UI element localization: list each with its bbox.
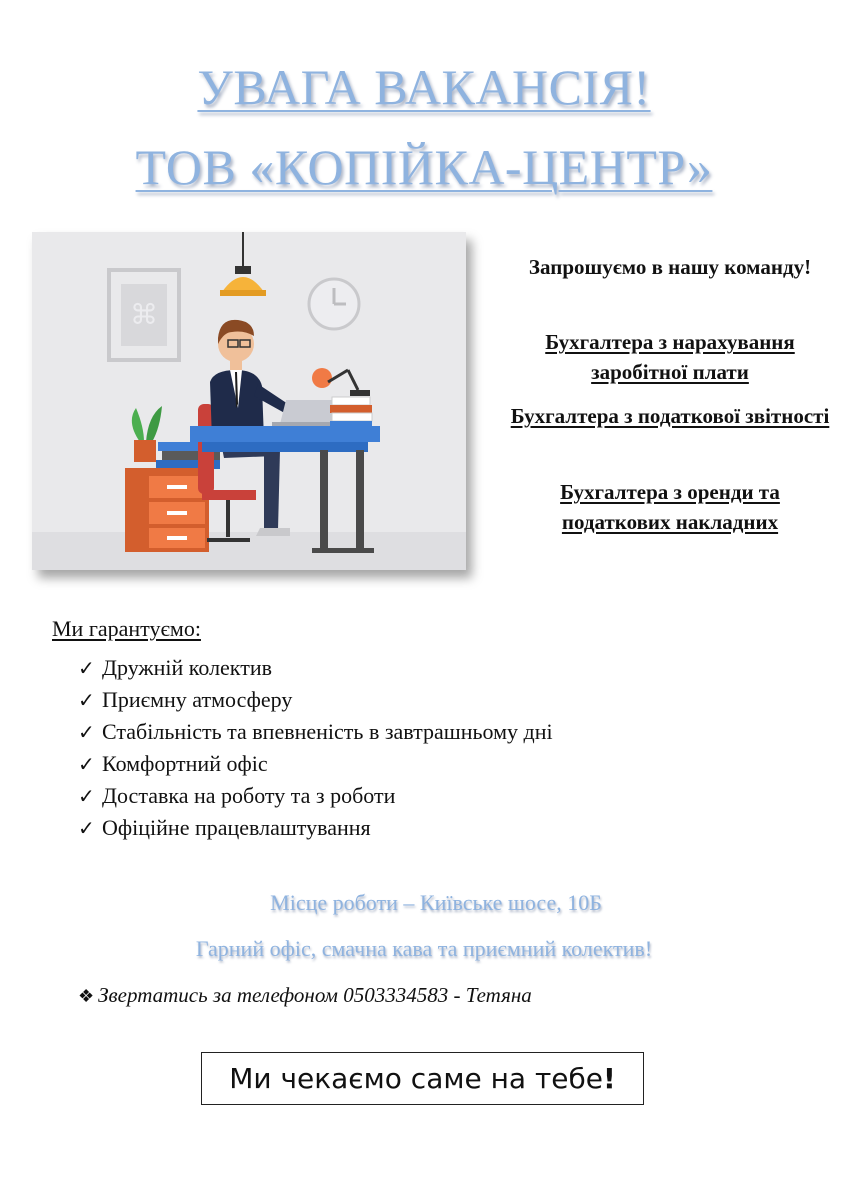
checkmark-icon: ✓ xyxy=(78,658,95,680)
guarantee-heading: Ми гарантуємо: xyxy=(52,616,201,641)
benefit-text: Приємну атмосферу xyxy=(102,687,293,712)
checkmark-icon: ✓ xyxy=(78,818,95,840)
office-note: Гарний офіс, смачна кава та приємний колектив! xyxy=(195,936,653,961)
vacancy-item: Бухгалтера з оренди та податкових накладних xyxy=(560,480,780,534)
list-item xyxy=(78,748,553,780)
checkmark-icon: ✓ xyxy=(78,722,95,744)
vacancy-item: Бухгалтера з податкової звітності xyxy=(510,404,830,428)
vacancy-item: Бухгалтера з нарахування заробітної плати xyxy=(545,330,795,384)
benefits-list xyxy=(78,652,553,844)
diamond-bullet-icon: ❖ xyxy=(78,986,95,1006)
benefit-text: Дружній колектив xyxy=(102,655,272,680)
headline-vacancy: УВАГА ВАКАНСІЯ! xyxy=(197,59,651,115)
closing-exclamation: ! xyxy=(603,1062,616,1095)
svg-text:⌘: ⌘ xyxy=(130,298,158,331)
list-item xyxy=(78,652,553,684)
contact-text: Звертатись за телефоном 0503334583 - Тетяна xyxy=(98,983,532,1007)
checkmark-icon: ✓ xyxy=(78,786,95,808)
list-item xyxy=(78,780,553,812)
benefit-text: Доставка на роботу та з роботи xyxy=(102,783,396,808)
checkmark-icon: ✓ xyxy=(78,754,95,776)
benefit-text: Офіційне працевлаштування xyxy=(102,815,371,840)
list-item xyxy=(78,716,553,748)
list-item xyxy=(78,812,553,844)
office-worker-illustration xyxy=(32,232,466,570)
benefit-text: Стабільність та впевненість в завтрашньому дні xyxy=(102,719,553,744)
contact-line xyxy=(78,983,532,1008)
invite-heading: Запрошуємо в нашу команду! xyxy=(528,255,812,279)
work-location: Місце роботи – Київське шосе, 10Б xyxy=(270,890,602,915)
list-item xyxy=(78,684,553,716)
headline-company: ТОВ «КОПІЙКА-ЦЕНТР» xyxy=(135,139,713,195)
closing-box xyxy=(201,1052,644,1105)
closing-text: Ми чекаємо саме на тебе xyxy=(229,1062,604,1095)
checkmark-icon: ✓ xyxy=(78,690,95,712)
benefit-text: Комфортний офіс xyxy=(102,751,268,776)
